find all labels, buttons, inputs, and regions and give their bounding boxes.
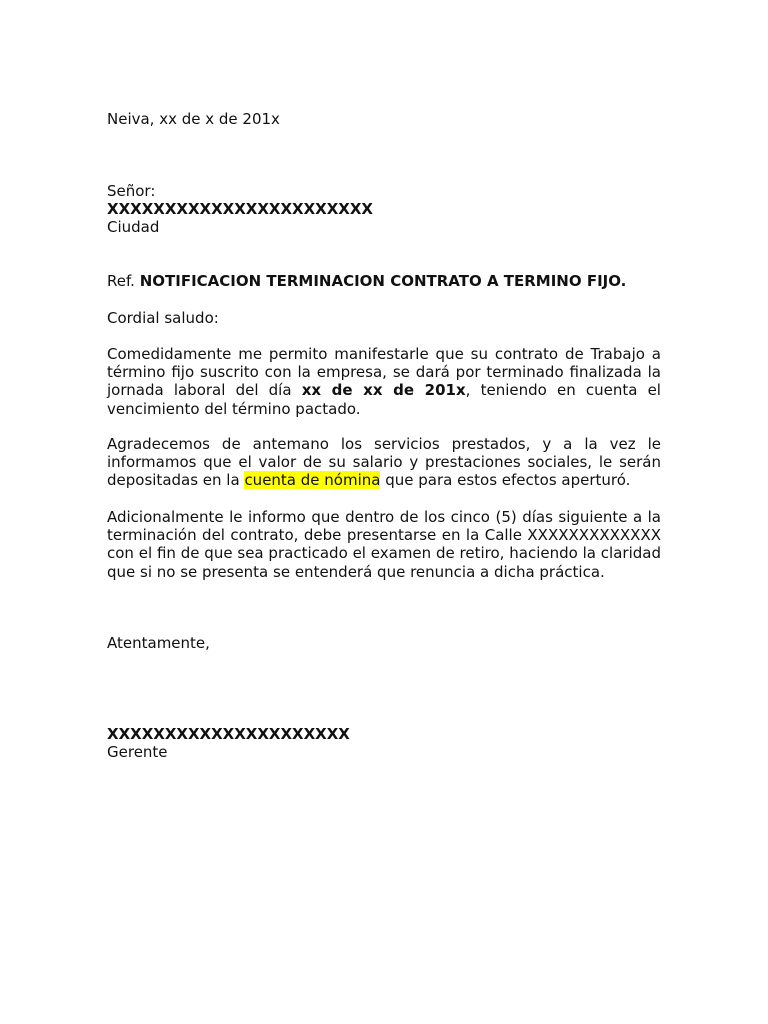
recipient-name: XXXXXXXXXXXXXXXXXXXXXXX (107, 200, 373, 218)
letter-page (107, 0, 661, 1024)
paragraph-payment-text: Agradecemos de antemano los servicios prestados, y a la vez le informamos que el valor de su salario y prestaciones sociales, le serán depositadas en la (107, 435, 661, 490)
termination-date: xx de xx de 201x (301, 381, 466, 400)
reference-subject: NOTIFICACION TERMINACION CONTRATO A TERMINO FIJO. (139, 272, 627, 290)
date-line: Neiva, xx de x de 201x (107, 110, 280, 128)
paragraph-termination-text: Comedidamente me permito manifestarle que su contrato de Trabajo a término fijo suscrito con la empresa, se dará por terminado finalizada la jornada laboral del día (107, 345, 661, 400)
reference-line (107, 272, 626, 290)
recipient-city: Ciudad (107, 218, 160, 236)
paragraph-termination-end: , teniendo en cuenta el vencimiento del término pactado. (107, 381, 661, 418)
signature-title: Gerente (107, 743, 168, 761)
paragraph-payment (107, 435, 661, 490)
paragraph-termination (107, 345, 661, 418)
closing: Atentamente, (107, 634, 210, 652)
signature-name: XXXXXXXXXXXXXXXXXXXXX (107, 725, 350, 743)
paragraph-medical-exam: Adicionalmente le informo que dentro de los cinco (5) días siguiente a la terminación del contrato, debe presentarse en la Calle XXXXXXXXXXXXX con el fin de que sea practicado el examen de retiro, haciendo la claridad que si no se presenta se entenderá que renuncia a dicha práctica. (107, 508, 661, 581)
highlighted-payroll-account: cuenta de nómina (244, 471, 381, 490)
greeting: Cordial saludo: (107, 309, 219, 327)
paragraph-payment-end: que para estos efectos aperturó. (380, 471, 631, 490)
recipient-salutation: Señor: (107, 182, 156, 200)
reference-prefix: Ref. (107, 272, 140, 290)
